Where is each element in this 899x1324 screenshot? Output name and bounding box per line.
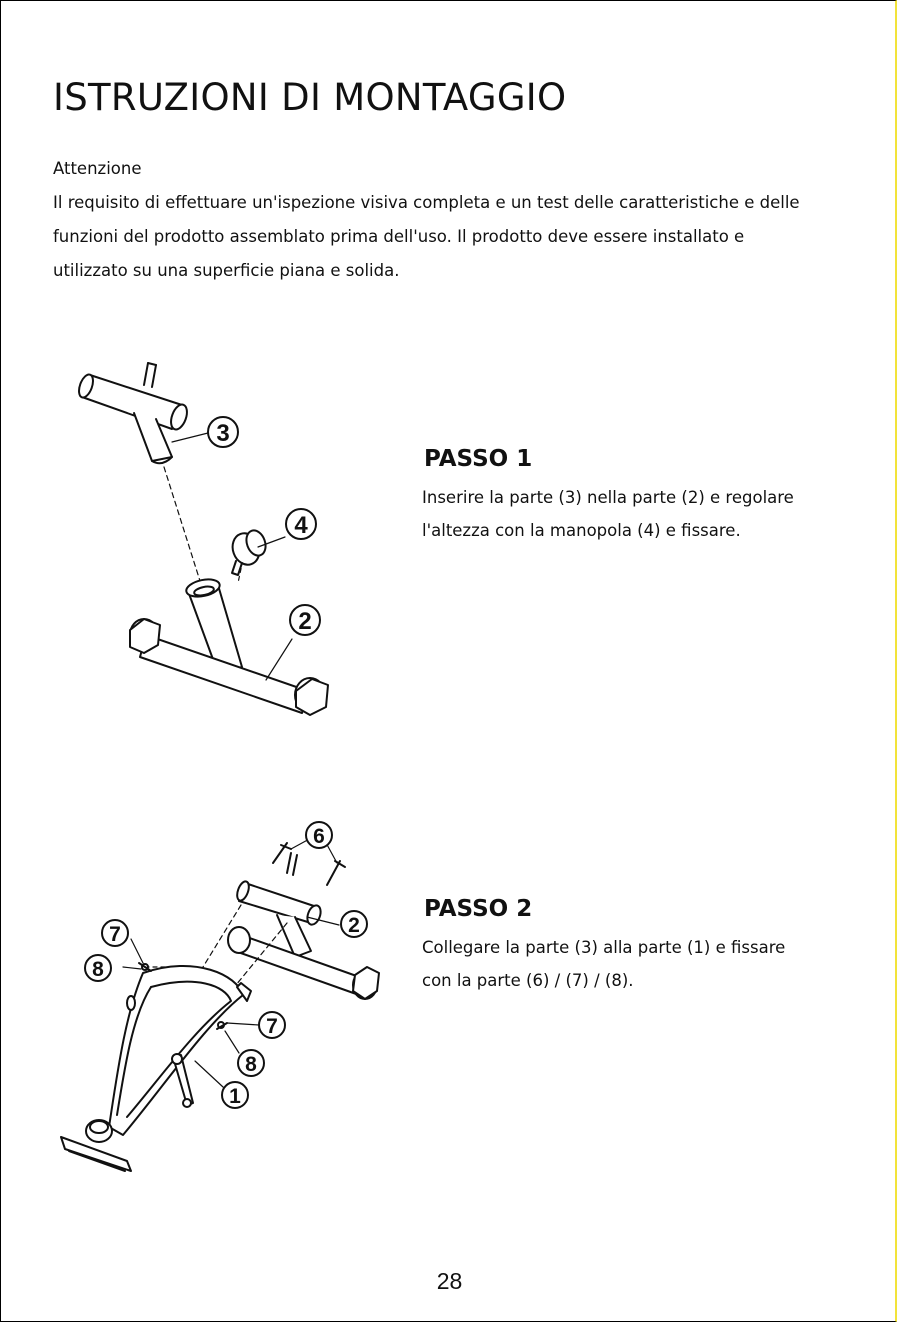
step2-diagram <box>55 815 385 1185</box>
step1-diagram <box>60 345 360 725</box>
callout-8 <box>236 1048 266 1078</box>
callout-7 <box>257 1010 287 1040</box>
step1-instructions <box>422 481 842 547</box>
svg-text:4: 4 <box>294 512 308 539</box>
step2-line: Collegare la parte (3) alla parte (1) e fissare <box>422 938 786 957</box>
callout-4 <box>284 507 318 541</box>
step2-title: PASSO 2 <box>424 896 533 922</box>
attention-line: utilizzato su una superficie piana e solida. <box>53 261 400 280</box>
svg-text:6: 6 <box>313 825 325 848</box>
attention-line: Il requisito di effettuare un'ispezione visiva completa e un test delle caratteristiche e delle <box>53 193 800 212</box>
attention-line: funzioni del prodotto assemblato prima dell'uso. Il prodotto deve essere installato e <box>53 227 745 246</box>
attention-heading: Attenzione <box>53 159 142 178</box>
page-number: 28 <box>436 1268 463 1294</box>
callout-2 <box>339 909 369 939</box>
step1-line: l'altezza con la manopola (4) e fissare. <box>422 521 741 540</box>
svg-text:7: 7 <box>266 1015 278 1038</box>
step1-line: Inserire la parte (3) nella parte (2) e regolare <box>422 488 794 507</box>
page-title: ISTRUZIONI DI MONTAGGIO <box>53 76 567 119</box>
part-3-upright-tube <box>76 363 190 463</box>
step2-line: con la parte (6) / (7) / (8). <box>422 971 634 990</box>
step2-instructions <box>422 931 842 997</box>
callout-2 <box>288 603 322 637</box>
part-4-adjustment-knob <box>228 528 269 575</box>
svg-text:3: 3 <box>216 420 230 447</box>
callout-6 <box>304 820 334 850</box>
callout-1 <box>220 1080 250 1110</box>
svg-text:7: 7 <box>109 923 121 946</box>
part-1-main-frame <box>61 966 251 1171</box>
callout-8 <box>83 953 113 983</box>
svg-text:2: 2 <box>298 608 312 635</box>
svg-text:2: 2 <box>348 914 360 937</box>
svg-text:8: 8 <box>92 958 104 981</box>
step1-title: PASSO 1 <box>424 446 533 472</box>
callout-3 <box>206 415 240 449</box>
part-2-rear-base <box>130 577 328 715</box>
svg-text:1: 1 <box>229 1085 241 1108</box>
callout-7 <box>100 918 130 948</box>
svg-text:8: 8 <box>245 1053 257 1076</box>
attention-notice <box>53 152 853 288</box>
